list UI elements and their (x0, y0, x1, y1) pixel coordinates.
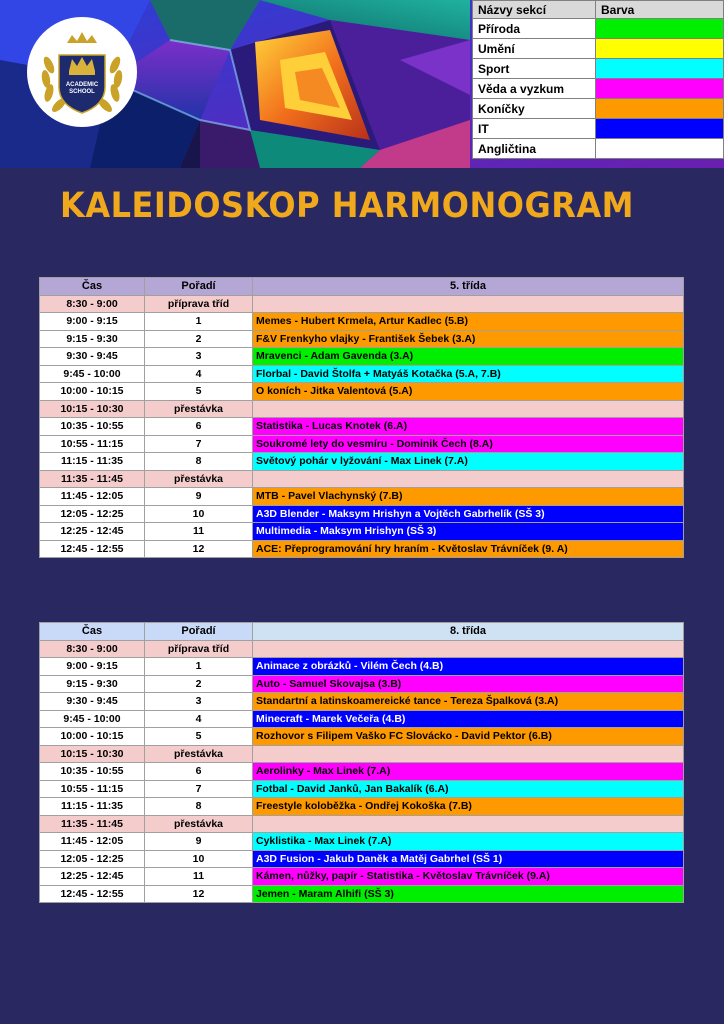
time-cell: 10:00 - 10:15 (40, 728, 145, 746)
activity-cell (253, 815, 684, 833)
legend-section-name: Umění (473, 39, 596, 59)
time-cell: 12:05 - 12:25 (40, 505, 145, 523)
table-row (40, 453, 684, 471)
time-cell: 10:55 - 11:15 (40, 435, 145, 453)
order-cell: 1 (145, 313, 253, 331)
header-order: Pořadí (145, 278, 253, 296)
activity-cell: Soukromé lety do vesmíru - Dominik Čech (8.A) (253, 435, 684, 453)
table-row (40, 418, 684, 436)
table-row (40, 868, 684, 886)
time-cell: 10:35 - 10:55 (40, 418, 145, 436)
table-row (40, 798, 684, 816)
legend-row (473, 39, 724, 59)
time-cell: 10:15 - 10:30 (40, 400, 145, 418)
order-cell: 1 (145, 658, 253, 676)
activity-cell: Aerolinky - Max Linek (7.A) (253, 763, 684, 781)
logo-text (27, 82, 137, 96)
legend-section-name: IT (473, 119, 596, 139)
legend-section-name: Věda a vyzkum (473, 79, 596, 99)
table-row (40, 885, 684, 903)
time-cell: 12:45 - 12:55 (40, 540, 145, 558)
logo-line-2: SCHOOL (69, 89, 95, 95)
order-cell: příprava tříd (145, 640, 253, 658)
table-row (40, 488, 684, 506)
time-cell: 9:00 - 9:15 (40, 313, 145, 331)
table-row (40, 348, 684, 366)
legend-section-name: Příroda (473, 19, 596, 39)
page-title: KALEIDOSKOP HARMONOGRAM (60, 184, 634, 226)
time-cell: 11:45 - 12:05 (40, 833, 145, 851)
legend-row (473, 119, 724, 139)
time-cell: 10:15 - 10:30 (40, 745, 145, 763)
time-cell: 11:15 - 11:35 (40, 453, 145, 471)
order-cell: 12 (145, 885, 253, 903)
order-cell: 5 (145, 728, 253, 746)
order-cell: 6 (145, 763, 253, 781)
activity-cell: Mravenci - Adam Gavenda (3.A) (253, 348, 684, 366)
academic-school-logo (27, 17, 137, 127)
table-row (40, 383, 684, 401)
table-row (40, 763, 684, 781)
legend-section-name: Sport (473, 59, 596, 79)
order-cell: 10 (145, 850, 253, 868)
legend-row (473, 99, 724, 119)
legend-color-swatch (596, 59, 724, 79)
activity-cell: F&V Frenkyho vlajky - František Šebek (3.A) (253, 330, 684, 348)
legend-header-row (473, 1, 724, 19)
header-banner (0, 0, 724, 168)
order-cell: 4 (145, 710, 253, 728)
activity-cell: Multimedia - Maksym Hrishyn (SŠ 3) (253, 523, 684, 541)
activity-cell (253, 295, 684, 313)
order-cell: 7 (145, 780, 253, 798)
table-row (40, 313, 684, 331)
activity-cell: Freestyle koloběžka - Ondřej Kokoška (7.B) (253, 798, 684, 816)
table-row (40, 780, 684, 798)
header-class: 8. třída (253, 623, 684, 641)
break-row (40, 470, 684, 488)
legend-section-name: Angličtina (473, 139, 596, 159)
schedule-table-5-trida (39, 277, 684, 558)
legend-row (473, 19, 724, 39)
order-cell: 12 (145, 540, 253, 558)
order-cell: 2 (145, 330, 253, 348)
order-cell: přestávka (145, 745, 253, 763)
header-time: Čas (40, 278, 145, 296)
legend-row (473, 59, 724, 79)
legend-header-color: Barva (596, 1, 724, 19)
legend-color-swatch (596, 119, 724, 139)
activity-cell: ACE: Přeprogramování hry hraním - Květoslav Trávníček (9. A) (253, 540, 684, 558)
schedule-table-8-trida (39, 622, 684, 903)
time-cell: 8:30 - 9:00 (40, 295, 145, 313)
table-row (40, 728, 684, 746)
table-row (40, 658, 684, 676)
order-cell: 2 (145, 675, 253, 693)
order-cell: 6 (145, 418, 253, 436)
time-cell: 8:30 - 9:00 (40, 640, 145, 658)
header-class: 5. třída (253, 278, 684, 296)
table-row (40, 365, 684, 383)
legend-color-swatch (596, 39, 724, 59)
activity-cell: Fotbal - David Janků, Jan Bakalík (6.A) (253, 780, 684, 798)
legend-color-swatch (596, 79, 724, 99)
activity-cell: Animace z obrázků - Vilém Čech (4.B) (253, 658, 684, 676)
order-cell: příprava tříd (145, 295, 253, 313)
time-cell: 9:30 - 9:45 (40, 348, 145, 366)
activity-cell: Florbal - David Štolfa + Matyáš Kotačka (5.A, 7.B) (253, 365, 684, 383)
order-cell: 9 (145, 488, 253, 506)
legend-color-swatch (596, 139, 724, 159)
break-row (40, 295, 684, 313)
table-row (40, 540, 684, 558)
activity-cell: Memes - Hubert Krmela, Artur Kadlec (5.B) (253, 313, 684, 331)
time-cell: 9:45 - 10:00 (40, 710, 145, 728)
activity-cell: Minecraft - Marek Večeřa (4.B) (253, 710, 684, 728)
order-cell: 9 (145, 833, 253, 851)
activity-cell: A3D Fusion - Jakub Daněk a Matěj Gabrhel (SŠ 1) (253, 850, 684, 868)
time-cell: 12:25 - 12:45 (40, 868, 145, 886)
activity-cell: Kámen, nůžky, papír - Statistika - Květoslav Trávníček (9.A) (253, 868, 684, 886)
time-cell: 11:45 - 12:05 (40, 488, 145, 506)
time-cell: 9:15 - 9:30 (40, 675, 145, 693)
time-cell: 12:45 - 12:55 (40, 885, 145, 903)
legend-header-name: Názvy sekcí (473, 1, 596, 19)
time-cell: 10:55 - 11:15 (40, 780, 145, 798)
order-cell: 8 (145, 798, 253, 816)
activity-cell: Cyklistika - Max Linek (7.A) (253, 833, 684, 851)
activity-cell (253, 745, 684, 763)
break-row (40, 640, 684, 658)
activity-cell: Světový pohár v lyžování - Max Linek (7.A) (253, 453, 684, 471)
legend-row (473, 79, 724, 99)
header-time: Čas (40, 623, 145, 641)
break-row (40, 400, 684, 418)
time-cell: 11:35 - 11:45 (40, 815, 145, 833)
time-cell: 9:45 - 10:00 (40, 365, 145, 383)
laurel-crest-icon (27, 17, 137, 127)
order-cell: přestávka (145, 400, 253, 418)
section-color-legend (472, 0, 724, 159)
order-cell: 11 (145, 868, 253, 886)
activity-cell (253, 470, 684, 488)
table-row (40, 435, 684, 453)
time-cell: 9:00 - 9:15 (40, 658, 145, 676)
time-cell: 10:35 - 10:55 (40, 763, 145, 781)
order-cell: 3 (145, 693, 253, 711)
legend-row (473, 139, 724, 159)
time-cell: 9:15 - 9:30 (40, 330, 145, 348)
activity-cell: A3D Blender - Maksym Hrishyn a Vojtěch Gabrhelík (SŠ 3) (253, 505, 684, 523)
table-header-row (40, 278, 684, 296)
legend-color-swatch (596, 99, 724, 119)
break-row (40, 745, 684, 763)
activity-cell: Auto - Samuel Skovajsa (3.B) (253, 675, 684, 693)
order-cell: 10 (145, 505, 253, 523)
table-row (40, 675, 684, 693)
break-row (40, 815, 684, 833)
activity-cell: Rozhovor s Filipem Vaško FC Slovácko - David Pektor (6.B) (253, 728, 684, 746)
legend-section-name: Koníčky (473, 99, 596, 119)
activity-cell (253, 640, 684, 658)
activity-cell: Jemen - Maram Alhifi (SŠ 3) (253, 885, 684, 903)
table-row (40, 850, 684, 868)
table-row (40, 330, 684, 348)
order-cell: 4 (145, 365, 253, 383)
table-header-row (40, 623, 684, 641)
order-cell: 5 (145, 383, 253, 401)
order-cell: 7 (145, 435, 253, 453)
activity-cell: Statistika - Lucas Knotek (6.A) (253, 418, 684, 436)
time-cell: 11:15 - 11:35 (40, 798, 145, 816)
time-cell: 12:25 - 12:45 (40, 523, 145, 541)
order-cell: 3 (145, 348, 253, 366)
table-row (40, 505, 684, 523)
table-row (40, 710, 684, 728)
time-cell: 12:05 - 12:25 (40, 850, 145, 868)
time-cell: 11:35 - 11:45 (40, 470, 145, 488)
table-row (40, 693, 684, 711)
table-row (40, 833, 684, 851)
time-cell: 9:30 - 9:45 (40, 693, 145, 711)
order-cell: 8 (145, 453, 253, 471)
order-cell: 11 (145, 523, 253, 541)
time-cell: 10:00 - 10:15 (40, 383, 145, 401)
logo-line-1: ACADEMIC (65, 82, 99, 88)
activity-cell: Standartní a latinskoamereické tance - Tereza Špalková (3.A) (253, 693, 684, 711)
order-cell: přestávka (145, 815, 253, 833)
table-row (40, 523, 684, 541)
activity-cell: O koních - Jitka Valentová (5.A) (253, 383, 684, 401)
activity-cell (253, 400, 684, 418)
activity-cell: MTB - Pavel Vlachynský (7.B) (253, 488, 684, 506)
header-order: Pořadí (145, 623, 253, 641)
legend-color-swatch (596, 19, 724, 39)
order-cell: přestávka (145, 470, 253, 488)
